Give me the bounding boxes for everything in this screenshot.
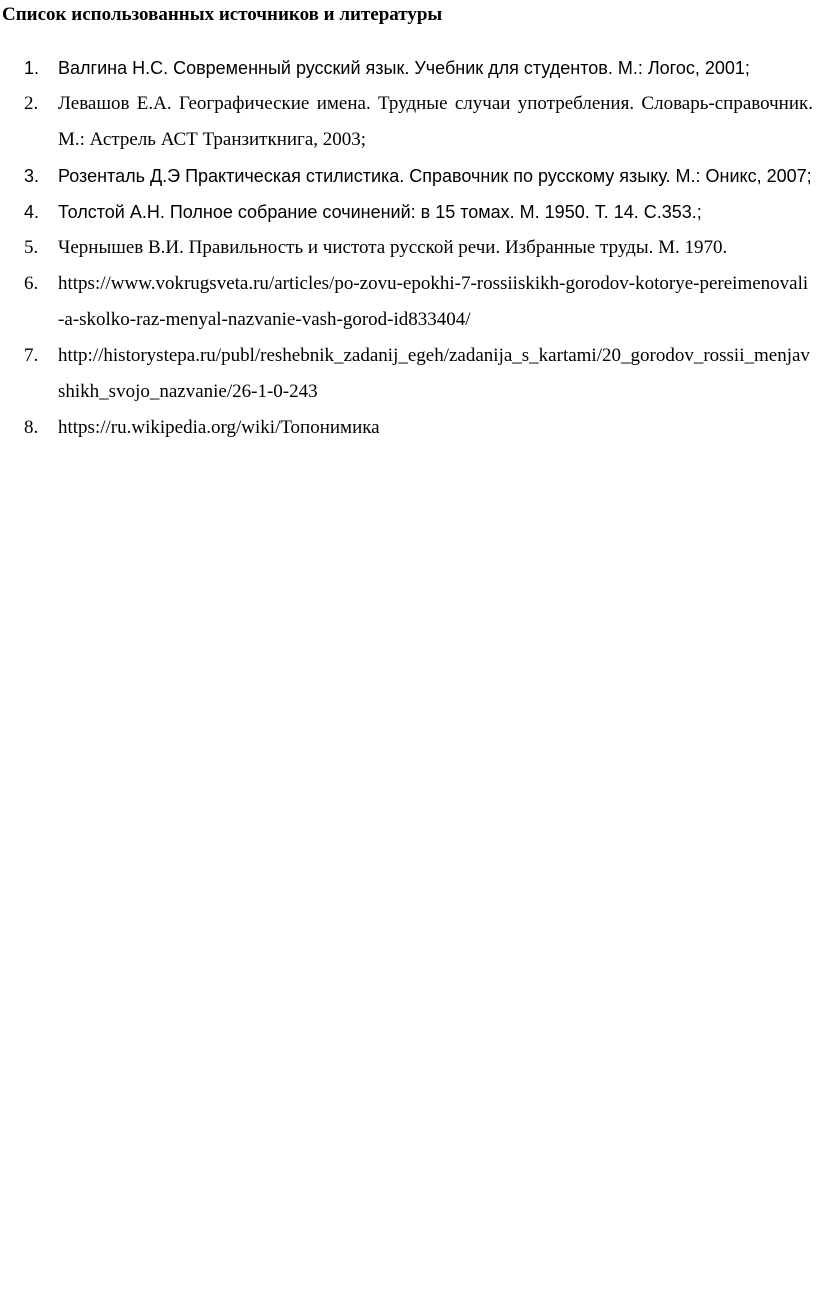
reference-number: 6. — [24, 273, 39, 294]
reference-item-3 — [0, 158, 816, 194]
page-title: Список использованных источников и литературы — [2, 4, 443, 25]
reference-item-4 — [0, 194, 816, 230]
reference-link[interactable]: https://ru.wikipedia.org/wiki/Топонимика — [58, 417, 380, 438]
reference-item-2 — [0, 86, 816, 158]
reference-item-1 — [0, 50, 816, 86]
reference-link[interactable]: https://www.vokrugsveta.ru/articles/po-zovu-epokhi-7-rossiiskikh-gorodov-kotorye-pereimenovali-a-skolko-raz-menyal-nazvanie-vash-gorod-id833404/ — [58, 273, 809, 330]
reference-text: Валгина Н.С. Современный русский язык. Учебник для студентов. М.: Логос, 2001; — [58, 58, 750, 78]
reference-text: Розенталь Д.Э Практическая стилистика. Справочник по русскому языку. М.: Оникс, 2007; — [58, 166, 812, 186]
reference-item-7 — [0, 338, 816, 410]
reference-number: 5. — [24, 237, 39, 258]
reference-number: 1. — [24, 58, 40, 78]
reference-number: 7. — [24, 345, 39, 366]
reference-link[interactable]: http://historystepa.ru/publ/reshebnik_zadanij_egeh/zadanija_s_kartami/20_gorodov_rossii_menjavshikh_svojo_nazvanie/26-1-0-243 — [58, 345, 810, 402]
reference-item-8 — [0, 410, 816, 446]
reference-item-5 — [0, 230, 816, 266]
reference-number: 2. — [24, 93, 39, 114]
reference-number: 4. — [24, 202, 40, 222]
reference-item-6 — [0, 266, 816, 338]
reference-text: Чернышев В.И. Правильность и чистота русской речи. Избранные труды. М. 1970. — [58, 237, 728, 258]
reference-list — [0, 50, 816, 446]
reference-text: Толстой А.Н. Полное собрание сочинений: в 15 томах. М. 1950. Т. 14. С.353.; — [58, 202, 702, 222]
reference-number: 8. — [24, 417, 39, 438]
reference-text: Левашов Е.А. Географические имена. Трудные случаи употребления. Словарь-справочник. М.: Астрель АСТ Транзиткнига, 2003; — [58, 93, 813, 150]
reference-number: 3. — [24, 166, 40, 186]
